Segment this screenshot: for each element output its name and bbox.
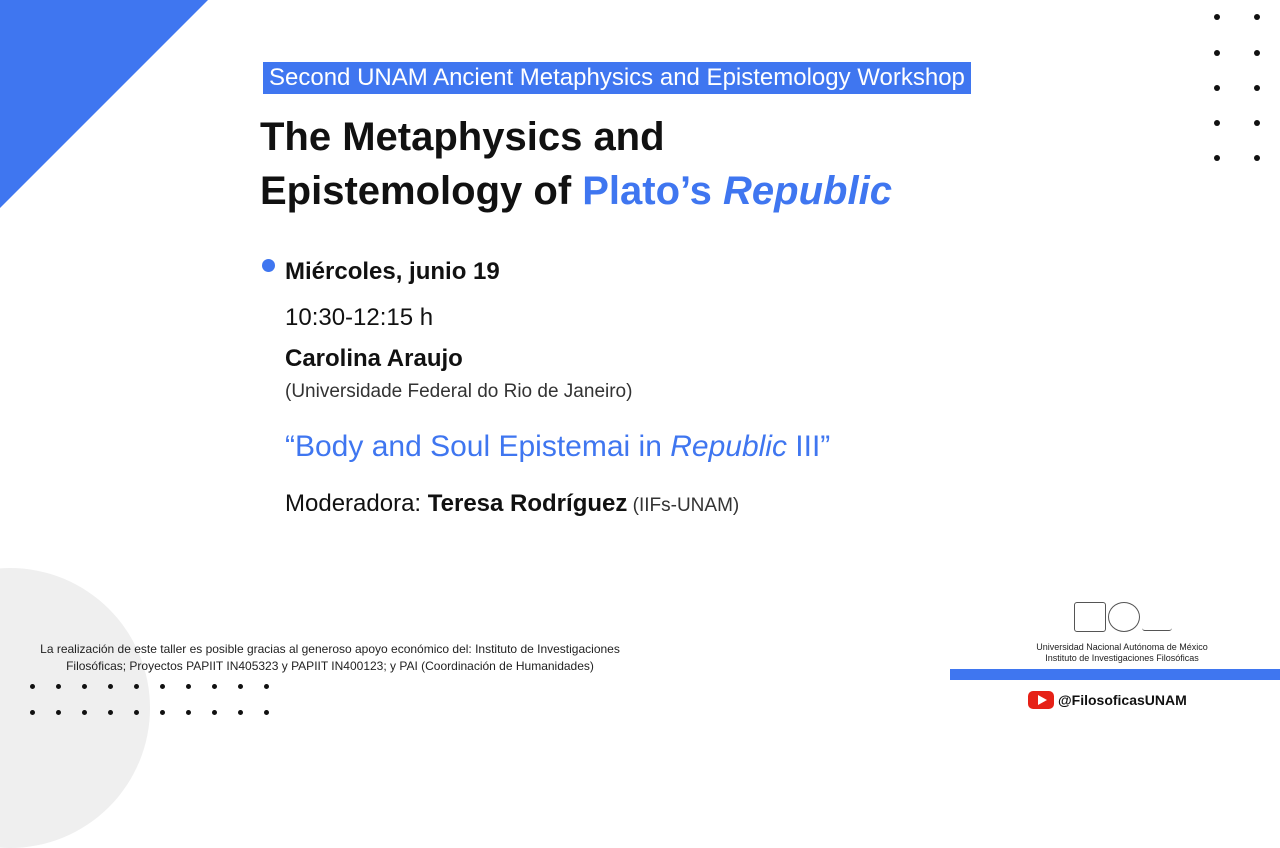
workshop-title (260, 110, 892, 218)
support-note: La realización de este taller es posible gracias al generoso apoyo económico del: Instituto de Investigaciones Filosóficas; Proyectos PAPIIT IN405323 y PAPIIT IN400123; y PAI (Coordinación de Humanidades) (40, 642, 620, 673)
session-time: 10:30-12:15 h (285, 304, 434, 331)
speaker-affiliation: (Universidade Federal do Rio de Janeiro) (285, 381, 633, 402)
youtube-link[interactable] (1028, 690, 1187, 710)
moderator-line (285, 490, 739, 518)
bullet-dot (262, 259, 275, 272)
talk-title-italic: Republic (670, 430, 787, 463)
institute-name: Instituto de Investigaciones Filosóficas (1045, 653, 1199, 663)
youtube-handle: @FilosoficasUNAM (1058, 692, 1187, 708)
session-date: Miércoles, junio 19 (285, 258, 500, 285)
unam-logo (1074, 602, 1106, 632)
title-prefix: Epistemology of (260, 169, 583, 213)
title-plato: Plato’s (582, 169, 724, 213)
title-line-1: The Metaphysics and (260, 115, 665, 159)
iif-logo (1108, 602, 1140, 632)
corner-triangle-decoration (0, 0, 208, 208)
institution-names (1000, 642, 1244, 664)
accent-bar (950, 669, 1280, 680)
workshop-subtitle: Second UNAM Ancient Metaphysics and Epistemology Workshop (263, 62, 971, 94)
moderator-label: Moderadora: (285, 490, 428, 517)
anniversary-logo (1142, 602, 1172, 631)
speaker-name: Carolina Araujo (285, 345, 463, 372)
university-name: Universidad Nacional Autónoma de México (1036, 642, 1208, 652)
dot-row-decoration (30, 684, 280, 720)
talk-title (285, 430, 830, 464)
dot-grid-decoration (1214, 14, 1274, 166)
title-line-2 (260, 164, 892, 218)
talk-title-prefix: “Body and Soul Epistemai in (285, 430, 671, 463)
moderator-institution: (IIFs-UNAM) (627, 495, 740, 516)
moderator-name: Teresa Rodríguez (427, 490, 628, 517)
institution-logos (1072, 600, 1176, 634)
title-republic: Republic (723, 169, 892, 213)
talk-title-suffix: III” (786, 430, 831, 463)
youtube-icon (1028, 691, 1054, 709)
